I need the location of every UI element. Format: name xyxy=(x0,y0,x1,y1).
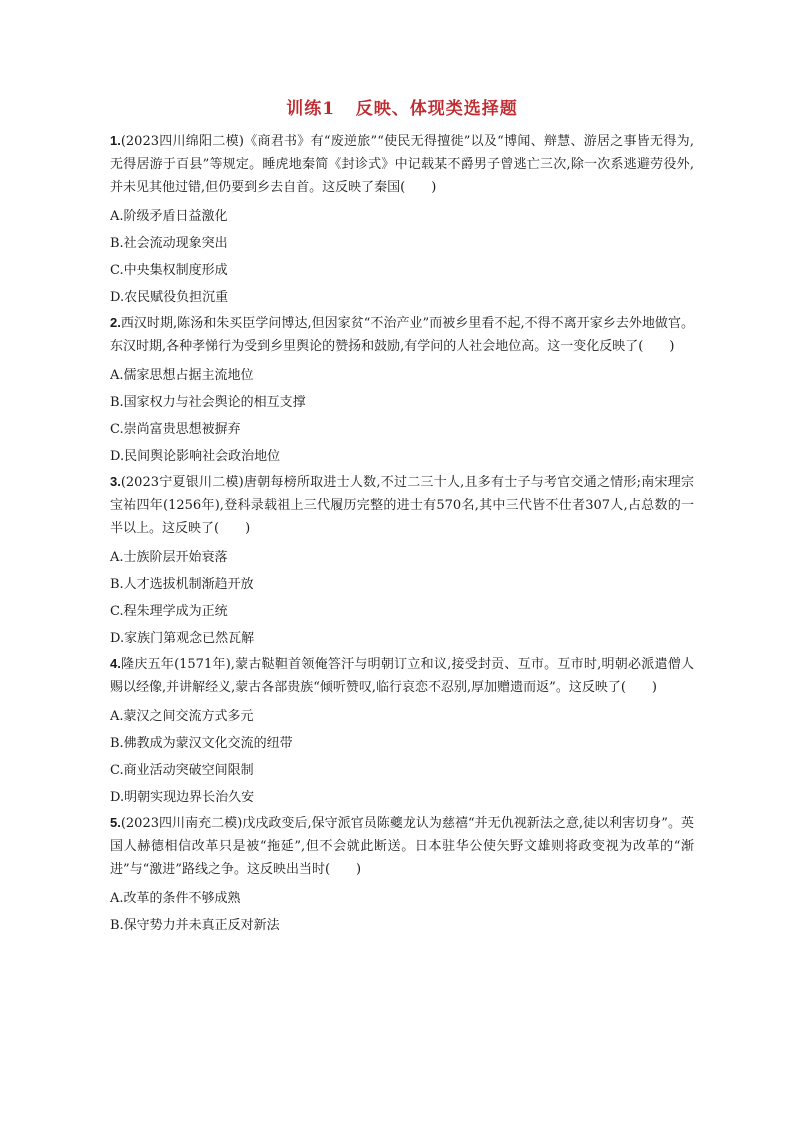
question-stem xyxy=(110,652,694,699)
question-number: 3. xyxy=(110,474,121,489)
option-a: A.士族阶层开始衰落 xyxy=(110,550,228,565)
question-stem xyxy=(110,129,694,199)
question-text: (2023宁夏银川二模)唐朝每榜所取进士人数,不过二三十人,且多有士子与考官交通之情形;南宋理宗宝祐四年(1256年),登科录载祖上三代履历完整的进士有570名,其中三代皆不仕者307人,占总数的一半以上。这反映了( ) xyxy=(110,475,694,536)
question-1 xyxy=(110,129,694,311)
option-c: C.崇尚富贵思想被摒弃 xyxy=(110,422,241,437)
option-b: B.社会流动现象突出 xyxy=(110,236,228,251)
question-number: 2. xyxy=(110,315,121,330)
option-d: D.民间舆论影响社会政治地位 xyxy=(110,449,281,464)
option-d: D.明朝实现边界长治久安 xyxy=(110,790,255,805)
question-number: 1. xyxy=(110,133,121,148)
question-3 xyxy=(110,470,694,652)
option-b: B.保守势力并未真正反对新法 xyxy=(110,918,280,933)
question-number: 5. xyxy=(110,815,121,830)
option-b: B.佛教成为蒙汉文化交流的纽带 xyxy=(110,736,293,751)
option-a: A.蒙汉之间交流方式多元 xyxy=(110,709,254,724)
option-c: C.程朱理学成为正统 xyxy=(110,604,228,619)
option-a: A.儒家思想占据主流地位 xyxy=(110,368,254,383)
question-text: (2023四川南充二模)戊戌政变后,保守派官员陈夔龙认为慈禧“并无仇视新法之意,徒以利害切身”。英国人赫德相信改革只是被“拖延”,但不会就此断送。日本驻华公使矢野文雄则将政变视为改革的“渐进”与“激进”路线之争。这反映出当时( ) xyxy=(110,816,694,877)
option-a: A.阶级矛盾日益激化 xyxy=(110,209,228,224)
question-text: 西汉时期,陈汤和朱买臣学问博达,但因家贫“不治产业”而被乡里看不起,不得不离开家乡去外地做官。东汉时期,各种孝悌行为受到乡里舆论的赞扬和鼓励,有学问的人社会地位高。这一变化反映了( ) xyxy=(110,316,694,354)
option-c: C.商业活动突破空间限制 xyxy=(110,763,254,778)
question-text: 隆庆五年(1571年),蒙古鞑靼首领俺答汗与明朝订立和议,接受封贡、互市。互市时,明朝必派遣僧人赐以经像,并讲解经义,蒙古各部贵族“倾听赞叹,临行哀恋不忍别,厚加赠遗而返”。这反映了( ) xyxy=(110,657,694,695)
question-text: (2023四川绵阳二模)《商君书》有“废逆旅”“使民无得擅徙”以及“博闻、辩慧、游居之事皆无得为,无得居游于百县”等规定。睡虎地秦简《封诊式》中记载某不爵男子曾逃亡三次,除一次系逃避劳役外,并未见其他过错,但仍要到乡去自首。这反映了秦国( ) xyxy=(110,134,694,195)
page-title: 训练1 反映、体现类选择题 xyxy=(286,99,518,119)
question-5 xyxy=(110,811,694,939)
question-stem xyxy=(110,811,694,881)
option-a: A.改革的条件不够成熟 xyxy=(110,891,241,906)
option-d: D.农民赋役负担沉重 xyxy=(110,290,229,305)
question-4 xyxy=(110,652,694,811)
question-number: 4. xyxy=(110,656,121,671)
question-stem xyxy=(110,311,694,358)
option-b: B.国家权力与社会舆论的相互支撑 xyxy=(110,395,306,410)
option-b: B.人才选拔机制渐趋开放 xyxy=(110,577,254,592)
option-c: C.中央集权制度形成 xyxy=(110,263,228,278)
question-stem xyxy=(110,470,694,540)
question-2 xyxy=(110,311,694,470)
option-d: D.家族门第观念已然瓦解 xyxy=(110,631,255,646)
